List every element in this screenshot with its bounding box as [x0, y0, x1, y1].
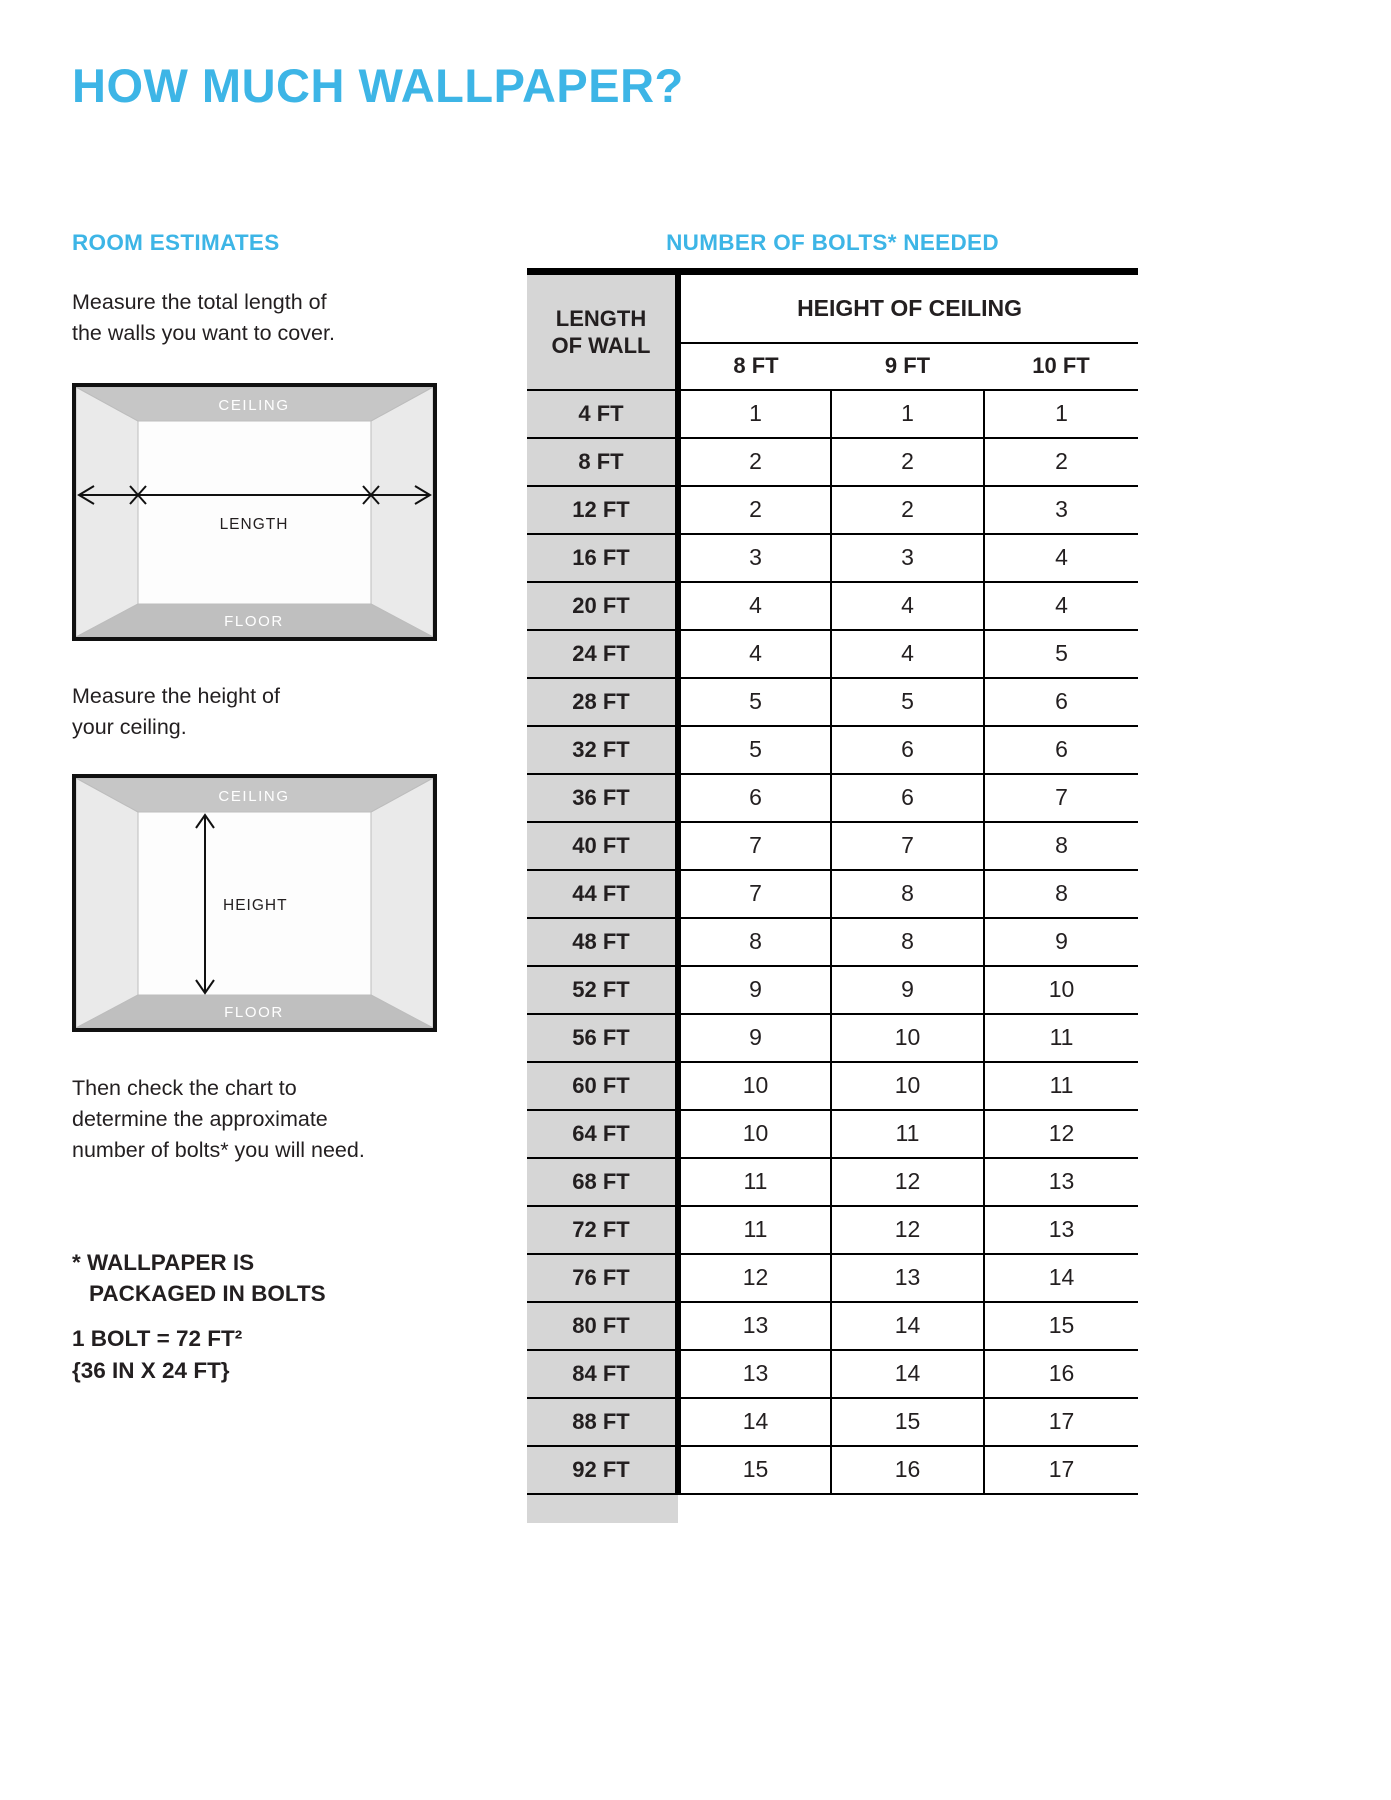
bolts-value-cell: 13: [984, 1158, 1138, 1206]
bolts-value-cell: 5: [831, 678, 984, 726]
table-row: [527, 1446, 1138, 1494]
bolts-value-cell: 4: [831, 630, 984, 678]
bolts-value-cell: 8: [984, 870, 1138, 918]
bolts-value-cell: 11: [831, 1110, 984, 1158]
bolts-value-cell: 15: [984, 1302, 1138, 1350]
step3-instruction: [72, 1073, 365, 1166]
length-label: LENGTH: [219, 516, 289, 533]
table-row: [527, 918, 1138, 966]
table-row: [527, 966, 1138, 1014]
step2-line: your ceiling.: [72, 715, 187, 739]
bolts-value-cell: 5: [984, 630, 1138, 678]
bolts-value-cell: 9: [678, 966, 831, 1014]
length-of-wall-cell: 36 FT: [527, 774, 678, 822]
bolts-value-cell: 10: [831, 1062, 984, 1110]
bolts-value-cell: 5: [678, 726, 831, 774]
bolts-value-cell: 6: [984, 726, 1138, 774]
left-wall-shape: [76, 778, 138, 1028]
ceiling-label: CEILING: [218, 397, 290, 414]
footnote-line: * WALLPAPER IS: [72, 1250, 255, 1275]
table-row: [527, 822, 1138, 870]
bolts-value-cell: 7: [678, 822, 831, 870]
length-of-wall-cell: 16 FT: [527, 534, 678, 582]
bolts-value-cell: 3: [678, 534, 831, 582]
bolts-value-cell: 12: [831, 1206, 984, 1254]
step1-line: the walls you want to cover.: [72, 321, 335, 345]
table-row: [527, 1158, 1138, 1206]
bolts-value-cell: 12: [831, 1158, 984, 1206]
bolts-value-cell: 8: [678, 918, 831, 966]
page-title: HOW MUCH WALLPAPER?: [72, 59, 684, 112]
length-of-wall-cell: 20 FT: [527, 582, 678, 630]
table-row: [527, 1206, 1138, 1254]
bolts-value-cell: 2: [678, 438, 831, 486]
table-row: [527, 870, 1138, 918]
room-estimates-heading: ROOM ESTIMATES: [72, 230, 280, 255]
step2-instruction: [72, 681, 280, 743]
step1-line: Measure the total length of: [72, 290, 327, 314]
table-row: [527, 726, 1138, 774]
length-of-wall-cell: 40 FT: [527, 822, 678, 870]
bolt-dimensions: {36 IN X 24 FT}: [72, 1358, 230, 1383]
bolts-value-cell: 16: [831, 1446, 984, 1494]
length-of-wall-cell: 32 FT: [527, 726, 678, 774]
table-row: [527, 1398, 1138, 1446]
table-row: [527, 1062, 1138, 1110]
table-footer-stub: [527, 1495, 678, 1523]
bolts-value-cell: 11: [984, 1062, 1138, 1110]
bolts-value-cell: 6: [831, 774, 984, 822]
bolts-value-cell: 13: [678, 1350, 831, 1398]
length-of-wall-header: LENGTH OF WALL: [527, 272, 678, 390]
bolts-value-cell: 13: [984, 1206, 1138, 1254]
bolts-value-cell: 15: [678, 1446, 831, 1494]
bolts-value-cell: 10: [678, 1110, 831, 1158]
bolts-value-cell: 4: [831, 582, 984, 630]
bolts-needed-heading: NUMBER OF BOLTS* NEEDED: [666, 230, 999, 255]
step2-line: Measure the height of: [72, 684, 280, 708]
bolts-value-cell: 2: [678, 486, 831, 534]
bolts-value-cell: 13: [831, 1254, 984, 1302]
table-row: [527, 1302, 1138, 1350]
bolts-value-cell: 2: [831, 486, 984, 534]
bolts-value-cell: 12: [678, 1254, 831, 1302]
bolts-value-cell: 6: [678, 774, 831, 822]
length-of-wall-cell: 56 FT: [527, 1014, 678, 1062]
wallpaper-bolts-footnote: [72, 1247, 326, 1309]
bolts-value-cell: 14: [831, 1302, 984, 1350]
table-row: [527, 630, 1138, 678]
table-row: [527, 678, 1138, 726]
length-of-wall-cell: 72 FT: [527, 1206, 678, 1254]
length-of-wall-cell: 84 FT: [527, 1350, 678, 1398]
bolts-value-cell: 17: [984, 1446, 1138, 1494]
bolts-value-cell: 15: [831, 1398, 984, 1446]
bolts-value-cell: 14: [984, 1254, 1138, 1302]
height-label: HEIGHT: [223, 897, 288, 914]
bolts-value-cell: 11: [984, 1014, 1138, 1062]
length-of-wall-cell: 48 FT: [527, 918, 678, 966]
table-row: [527, 1350, 1138, 1398]
table-row: [527, 1110, 1138, 1158]
bolts-value-cell: 5: [678, 678, 831, 726]
bolts-value-cell: 9: [831, 966, 984, 1014]
length-of-wall-cell: 12 FT: [527, 486, 678, 534]
table-row: [527, 582, 1138, 630]
bolts-value-cell: 8: [984, 822, 1138, 870]
bolts-value-cell: 8: [831, 870, 984, 918]
bolts-value-cell: 2: [984, 438, 1138, 486]
table-row: [527, 1014, 1138, 1062]
room-height-diagram: [72, 774, 437, 1032]
bolts-table-container: [527, 268, 1138, 1523]
bolts-value-cell: 8: [831, 918, 984, 966]
length-of-wall-cell: 52 FT: [527, 966, 678, 1014]
step3-line: determine the approximate: [72, 1107, 328, 1131]
bolts-value-cell: 9: [678, 1014, 831, 1062]
ceiling-label: CEILING: [218, 788, 290, 805]
bolts-table-body: [527, 390, 1138, 1494]
bolts-value-cell: 7: [678, 870, 831, 918]
bolts-table: [527, 268, 1138, 1495]
step1-instruction: [72, 287, 335, 349]
length-of-wall-cell: 68 FT: [527, 1158, 678, 1206]
length-of-wall-cell: 88 FT: [527, 1398, 678, 1446]
left-wall-shape: [76, 387, 138, 637]
length-of-wall-cell: 44 FT: [527, 870, 678, 918]
bolts-value-cell: 11: [678, 1158, 831, 1206]
length-of-wall-cell: 80 FT: [527, 1302, 678, 1350]
table-row: [527, 1254, 1138, 1302]
ceiling-height-column-header: 9 FT: [831, 343, 984, 390]
table-row: [527, 390, 1138, 438]
length-of-wall-cell: 64 FT: [527, 1110, 678, 1158]
bolts-value-cell: 10: [831, 1014, 984, 1062]
bolt-size-info: [72, 1323, 242, 1387]
bolts-value-cell: 3: [831, 534, 984, 582]
length-of-wall-cell: 4 FT: [527, 390, 678, 438]
bolts-value-cell: 13: [678, 1302, 831, 1350]
length-of-wall-cell: 28 FT: [527, 678, 678, 726]
floor-label: FLOOR: [224, 1004, 284, 1021]
length-of-wall-cell: 76 FT: [527, 1254, 678, 1302]
bolts-value-cell: 1: [984, 390, 1138, 438]
table-row: [527, 486, 1138, 534]
length-of-wall-cell: 8 FT: [527, 438, 678, 486]
table-row: [527, 534, 1138, 582]
bolts-value-cell: 2: [831, 438, 984, 486]
bolts-value-cell: 17: [984, 1398, 1138, 1446]
bolts-value-cell: 9: [984, 918, 1138, 966]
right-wall-shape: [371, 778, 433, 1028]
back-wall-shape: [138, 421, 371, 604]
step3-line: number of bolts* you will need.: [72, 1138, 365, 1162]
table-row: [527, 774, 1138, 822]
table-row: [527, 438, 1138, 486]
bolts-value-cell: 14: [678, 1398, 831, 1446]
ceiling-height-column-header: 8 FT: [678, 343, 831, 390]
room-length-diagram: [72, 383, 437, 641]
bolts-value-cell: 6: [984, 678, 1138, 726]
bolts-value-cell: 10: [984, 966, 1138, 1014]
right-wall-shape: [371, 387, 433, 637]
bolts-value-cell: 4: [678, 582, 831, 630]
length-of-wall-cell: 92 FT: [527, 1446, 678, 1494]
length-of-wall-cell: 60 FT: [527, 1062, 678, 1110]
bolts-value-cell: 11: [678, 1206, 831, 1254]
step3-line: Then check the chart to: [72, 1076, 297, 1100]
height-of-ceiling-header: HEIGHT OF CEILING: [678, 272, 1138, 343]
bolts-value-cell: 4: [984, 582, 1138, 630]
bolts-value-cell: 6: [831, 726, 984, 774]
bolt-equation: 1 BOLT = 72 FT²: [72, 1326, 243, 1351]
bolts-value-cell: 4: [678, 630, 831, 678]
bolts-value-cell: 4: [984, 534, 1138, 582]
bolts-value-cell: 16: [984, 1350, 1138, 1398]
bolts-value-cell: 7: [831, 822, 984, 870]
bolts-value-cell: 12: [984, 1110, 1138, 1158]
bolts-value-cell: 1: [831, 390, 984, 438]
bolts-value-cell: 14: [831, 1350, 984, 1398]
bolts-value-cell: 3: [984, 486, 1138, 534]
floor-label: FLOOR: [224, 613, 284, 630]
footnote-line: PACKAGED IN BOLTS: [89, 1281, 326, 1306]
bolts-value-cell: 7: [984, 774, 1138, 822]
length-of-wall-cell: 24 FT: [527, 630, 678, 678]
bolts-value-cell: 10: [678, 1062, 831, 1110]
bolts-value-cell: 1: [678, 390, 831, 438]
ceiling-height-column-header: 10 FT: [984, 343, 1138, 390]
